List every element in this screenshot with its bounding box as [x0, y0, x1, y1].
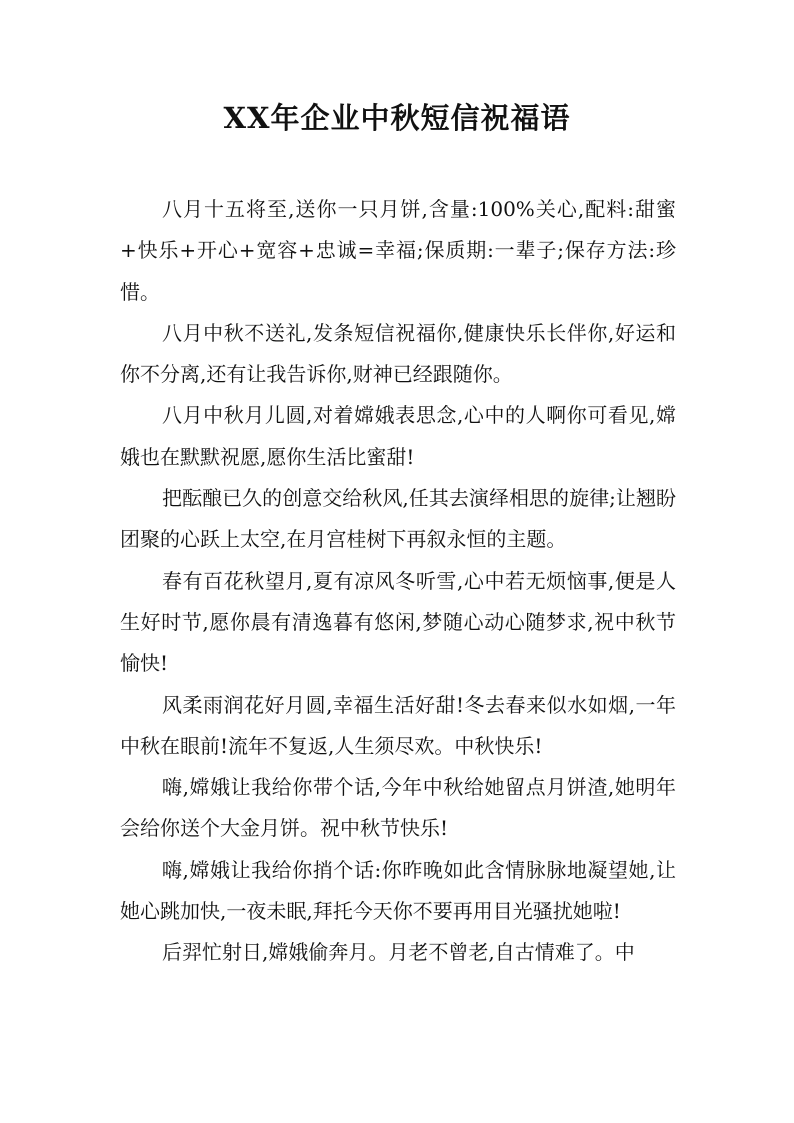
paragraph: 八月十五将至,送你一只月饼,含量:100%关心,配料:甜蜜+快乐+开心+宽容+忠诚=幸福;保质期:一辈子;保存方法:珍惜。: [120, 197, 676, 304]
paragraph: 风柔雨润花好月圆,幸福生活好甜!冬去春来似水如烟,一年中秋在眼前!流年不复返,人生须尽欢。中秋快乐!: [120, 692, 676, 758]
document-title: XX年企业中秋短信祝福语: [223, 101, 571, 135]
paragraph: 嗨,嫦娥让我给你捎个话:你昨晚如此含情脉脉地凝望她,让她心跳加快,一夜未眠,拜托今天你不要再用目光骚扰她啦!: [120, 857, 676, 924]
paragraph: 把酝酿已久的创意交给秋风,任其去演绎相思的旋律;让翘盼团聚的心跃上太空,在月宫桂树下再叙永恒的主题。: [120, 486, 676, 552]
paragraph: 春有百花秋望月,夏有凉风冬听雪,心中若无烦恼事,便是人生好时节,愿你晨有清逸暮有悠闲,梦随心动心随梦求,祝中秋节愉快!: [120, 568, 676, 676]
paragraph: 八月中秋不送礼,发条短信祝福你,健康快乐长伴你,好运和你不分离,还有让我告诉你,财神已经跟随你。: [120, 320, 676, 387]
paragraph: 后羿忙射日,嫦娥偷奔月。月老不曾老,自古情难了。中: [162, 940, 635, 965]
paragraph: 嗨,嫦娥让我给你带个话,今年中秋给她留点月饼渣,她明年会给你送个大金月饼。祝中秋节快乐!: [120, 775, 676, 841]
document-body: [120, 189, 676, 974]
paragraph: 八月中秋月儿圆,对着嫦娥表思念,心中的人啊你可看见,嫦娥也在默默祝愿,愿你生活比蜜甜!: [120, 403, 676, 469]
